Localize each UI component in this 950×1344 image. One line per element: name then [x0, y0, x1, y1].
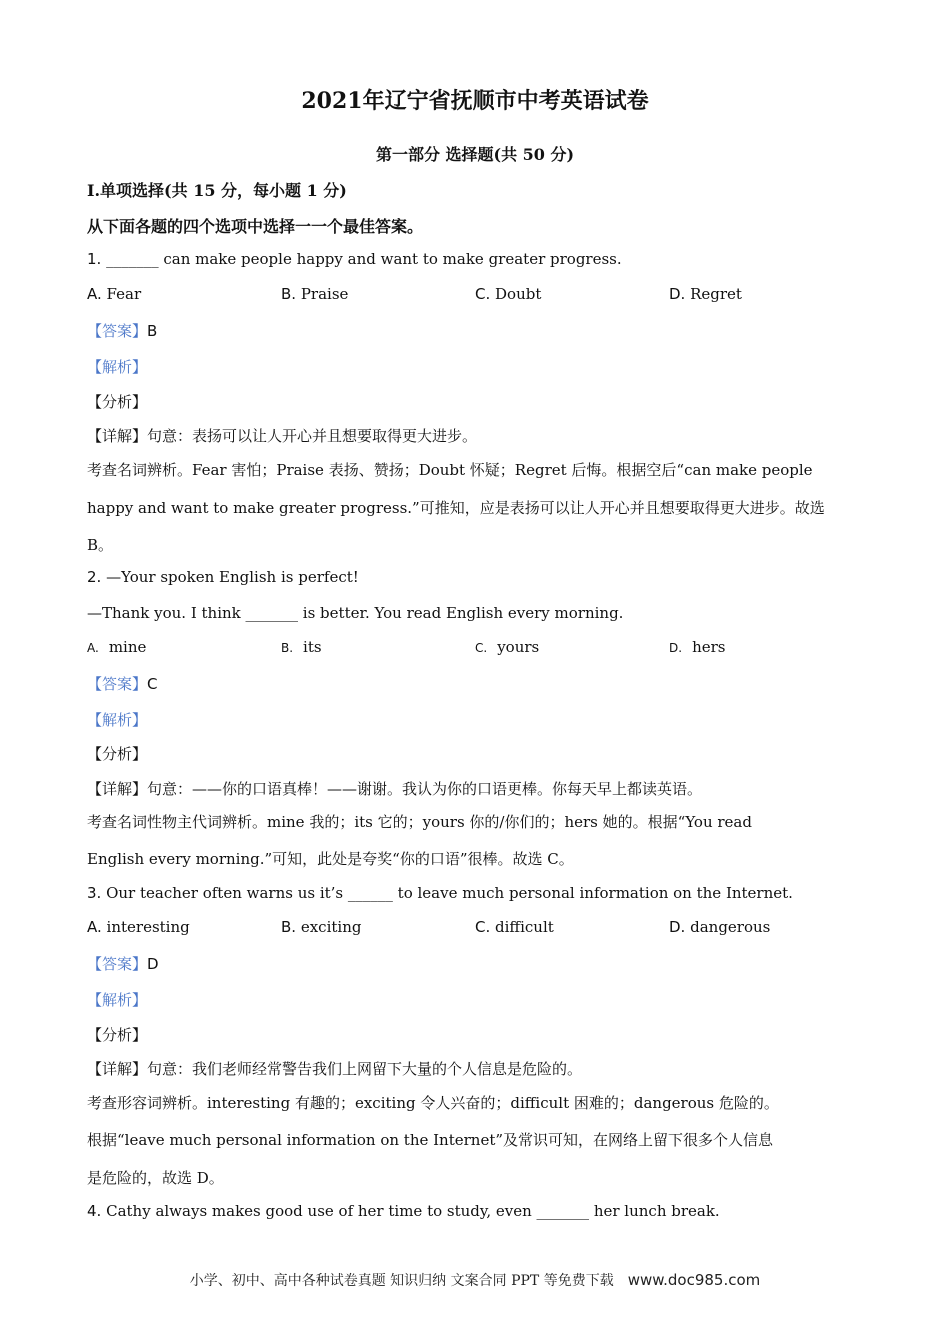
option-d: D. hers — [669, 638, 726, 656]
option-a: A. interesting — [87, 918, 190, 936]
question-stem: Our teacher often warns us it’s ______ to leave much personal information on the Internet. — [106, 884, 793, 902]
analysis-line: 考查名词辨析。Fear 害怕；Praise 表扬、赞扬；Doubt 怀疑；Regret 后悔。根据空后“can make people — [87, 461, 813, 479]
question-1 — [87, 250, 622, 268]
page-title: 2021年辽宁省抚顺市中考英语试卷 — [301, 88, 649, 114]
question-stem: Cathy always makes good use of her time to study, even _______ her lunch break. — [106, 1202, 720, 1220]
analysis-line: B。 — [87, 536, 114, 554]
question-stem-2: —Thank you. I think _______ is better. You read English every morning. — [87, 604, 624, 622]
answer-line: 【答案】C — [87, 675, 158, 693]
option-c: C. difficult — [475, 918, 554, 936]
fenxi-label: 【分析】 — [87, 745, 148, 763]
jiexi-label: 【解析】 — [87, 358, 148, 376]
question-4 — [87, 1202, 720, 1220]
fenxi-label: 【分析】 — [87, 393, 148, 411]
detail-line: 【详解】句意：——你的口语真棒！——谢谢。我认为你的口语更棒。你每天早上都读英语。 — [87, 780, 703, 798]
fenxi-label: 【分析】 — [87, 1026, 148, 1044]
question-number: 4. — [87, 1202, 102, 1220]
detail-line: 【详解】句意：我们老师经常警告我们上网留下大量的个人信息是危险的。 — [87, 1060, 583, 1078]
option-b: B. its — [281, 638, 322, 656]
analysis-line: 是危险的，故选 D。 — [87, 1169, 224, 1187]
footer-text: 小学、初中、高中各种试卷真题 知识归纳 文案合同 PPT 等免费下载 — [189, 1273, 614, 1289]
page-footer — [0, 1270, 950, 1290]
question-2 — [87, 568, 359, 586]
answer-line: 【答案】B — [87, 322, 158, 340]
section-heading: Ⅰ.单项选择(共 15 分，每小题 1 分) — [87, 181, 347, 200]
option-a: A. mine — [87, 638, 147, 656]
question-number: 3. — [87, 884, 102, 902]
option-c: C. Doubt — [475, 285, 542, 303]
jiexi-label: 【解析】 — [87, 711, 148, 729]
analysis-line: English every morning.”可知，此处是夸奖“你的口语”很棒。故选 C。 — [87, 850, 574, 868]
analysis-line: 考查名词性物主代词辨析。mine 我的；its 它的；yours 你的/你们的；hers 她的。根据“You read — [87, 813, 752, 831]
answer-line: 【答案】D — [87, 955, 159, 973]
option-b: B. exciting — [281, 918, 362, 936]
option-d: D. dangerous — [669, 918, 771, 936]
option-b: B. Praise — [281, 285, 349, 303]
question-number: 1. — [87, 250, 102, 268]
analysis-line: 根据“leave much personal information on the Internet”及常识可知，在网络上留下很多个人信息 — [87, 1131, 774, 1149]
question-3 — [87, 884, 793, 902]
option-c: C. yours — [475, 638, 540, 656]
footer-url[interactable]: www.doc985.com — [627, 1271, 761, 1289]
instruction-text: 从下面各题的四个选项中选择一一个最佳答案。 — [87, 217, 424, 236]
part-heading: 第一部分 选择题(共 50 分) — [375, 145, 575, 164]
analysis-line: 考查形容词辨析。interesting 有趣的；exciting 令人兴奋的；difficult 困难的；dangerous 危险的。 — [87, 1094, 779, 1112]
question-number: 2. — [87, 568, 102, 586]
detail-line: 【详解】句意：表扬可以让人开心并且想要取得更大进步。 — [87, 427, 478, 445]
option-d: D. Regret — [669, 285, 742, 303]
analysis-line: happy and want to make greater progress.”可推知，应是表扬可以让人开心并且想要取得更大进步。故选 — [87, 499, 825, 517]
option-a: A. Fear — [87, 285, 142, 303]
question-stem: —Your spoken English is perfect! — [106, 568, 359, 586]
jiexi-label: 【解析】 — [87, 991, 148, 1009]
question-stem: _______ can make people happy and want to make greater progress. — [106, 250, 622, 268]
